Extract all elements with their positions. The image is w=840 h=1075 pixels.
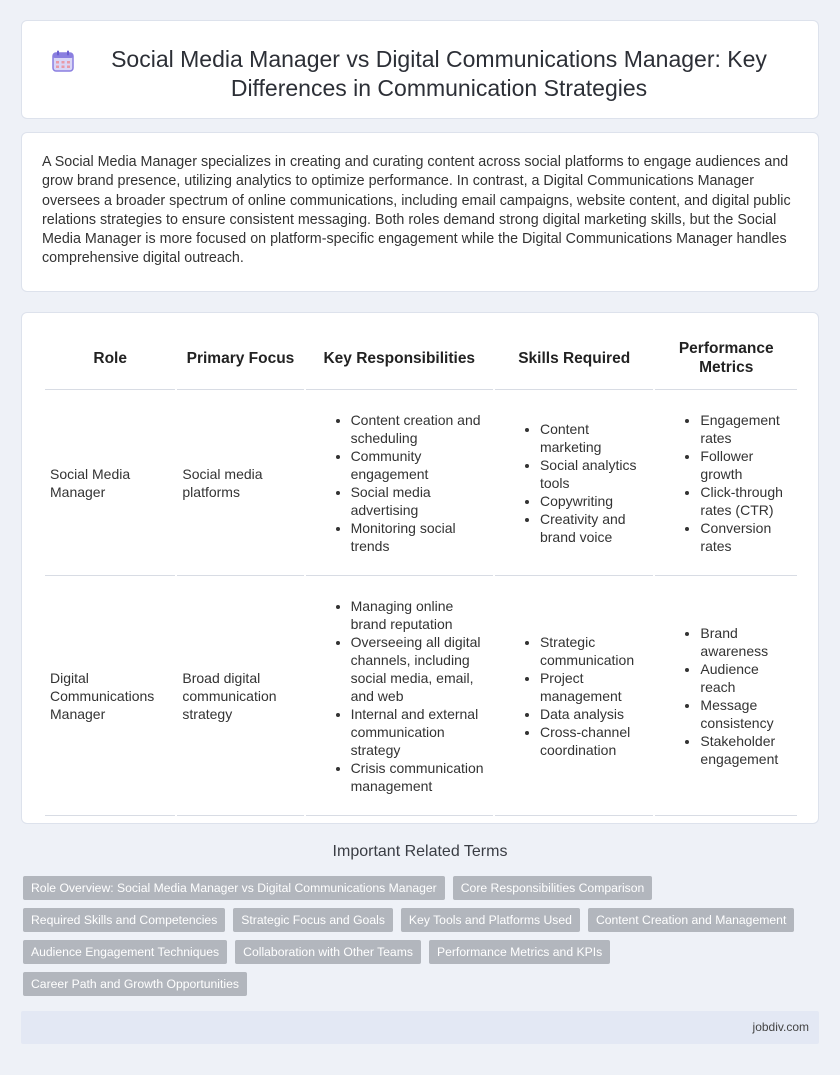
- metrics-cell: [655, 576, 797, 816]
- list-item: • Cross-channel coordination: [540, 723, 648, 759]
- related-tag[interactable]: Key Tools and Platforms Used: [401, 908, 580, 932]
- header-performance-metrics: Performance Metrics: [655, 327, 797, 390]
- related-tag[interactable]: Collaboration with Other Teams: [235, 940, 421, 964]
- list-item: • Project management: [540, 669, 648, 705]
- list-item: • Content creation and scheduling: [351, 411, 488, 447]
- related-terms-tags: [23, 876, 813, 996]
- list-item: • Social analytics tools: [540, 456, 648, 492]
- title-card: [21, 20, 819, 119]
- related-tag[interactable]: Audience Engagement Techniques: [23, 940, 227, 964]
- table-header-row: [45, 327, 797, 390]
- skills-cell: [495, 576, 653, 816]
- table-row: [45, 576, 797, 816]
- comparison-table-card: [21, 312, 819, 824]
- related-terms-heading: Important Related Terms: [332, 843, 508, 860]
- list-item: • Strategic communication: [540, 633, 648, 669]
- list-item: • Overseeing all digital channels, including social media, email, and web: [351, 633, 488, 705]
- list-item: • Audience reach: [700, 660, 792, 696]
- list-item: • Stakeholder engagement: [700, 732, 792, 768]
- list-item: • Copywriting: [540, 492, 648, 510]
- calendar-icon: [52, 50, 74, 72]
- list-item: • Managing online brand reputation: [351, 597, 488, 633]
- list-item: • Social media advertising: [351, 483, 488, 519]
- list-item: • Crisis communication management: [351, 759, 488, 795]
- header-key-responsibilities: Key Responsibilities: [306, 327, 493, 390]
- list-item: • Internal and external communication strategy: [351, 705, 488, 759]
- related-tag[interactable]: Strategic Focus and Goals: [233, 908, 393, 932]
- role-cell: Social Media Manager: [45, 390, 175, 576]
- list-item: • Data analysis: [540, 705, 648, 723]
- related-tag[interactable]: Required Skills and Competencies: [23, 908, 225, 932]
- header-primary-focus: Primary Focus: [177, 327, 303, 390]
- list-item: • Brand awareness: [700, 624, 792, 660]
- responsibilities-cell: [306, 390, 493, 576]
- related-tag[interactable]: Content Creation and Management: [588, 908, 794, 932]
- role-cell: Digital Communications Manager: [45, 576, 175, 816]
- related-tag[interactable]: Core Responsibilities Comparison: [453, 876, 653, 900]
- related-tag[interactable]: Role Overview: Social Media Manager vs Digital Communications Manager: [23, 876, 445, 900]
- list-item: • Monitoring social trends: [351, 519, 488, 555]
- intro-card: [21, 132, 819, 292]
- focus-cell: Broad digital communication strategy: [177, 576, 303, 816]
- list-item: • Content marketing: [540, 420, 648, 456]
- list-item: • Community engagement: [351, 447, 488, 483]
- footer: [21, 1011, 819, 1044]
- intro-paragraph: A Social Media Manager specializes in creating and curating content across social platforms to engage audiences and grow brand presence, utilizing analytics to optimize performance. In contrast, a Digital Communications Manager oversees a broader spectrum of online communications, including email campaigns, website content, and digital public relations strategies to ensure consistent messaging. Both roles demand strong digital marketing skills, but the Social Media Manager is more focused on platform-specific engagement while the Digital Communications Manager handles comprehensive digital outreach.: [42, 154, 791, 267]
- comparison-table: [43, 327, 799, 816]
- focus-cell: Social media platforms: [177, 390, 303, 576]
- metrics-cell: [655, 390, 797, 576]
- list-item: • Follower growth: [700, 447, 792, 483]
- table-row: [45, 390, 797, 576]
- list-item: • Message consistency: [700, 696, 792, 732]
- list-item: • Engagement rates: [700, 411, 792, 447]
- responsibilities-cell: [306, 576, 493, 816]
- footer-site-link[interactable]: jobdiv.com: [752, 1020, 809, 1034]
- related-tag[interactable]: Career Path and Growth Opportunities: [23, 972, 247, 996]
- list-item: • Click-through rates (CTR): [700, 483, 792, 519]
- related-tag[interactable]: Performance Metrics and KPIs: [429, 940, 610, 964]
- header-skills-required: Skills Required: [495, 327, 653, 390]
- skills-cell: [495, 390, 653, 576]
- list-item: • Creativity and brand voice: [540, 510, 648, 546]
- page-title: Social Media Manager vs Digital Communications Manager: Key Differences in Communication Strategies: [111, 46, 767, 101]
- list-item: • Conversion rates: [700, 519, 792, 555]
- header-role: Role: [45, 327, 175, 390]
